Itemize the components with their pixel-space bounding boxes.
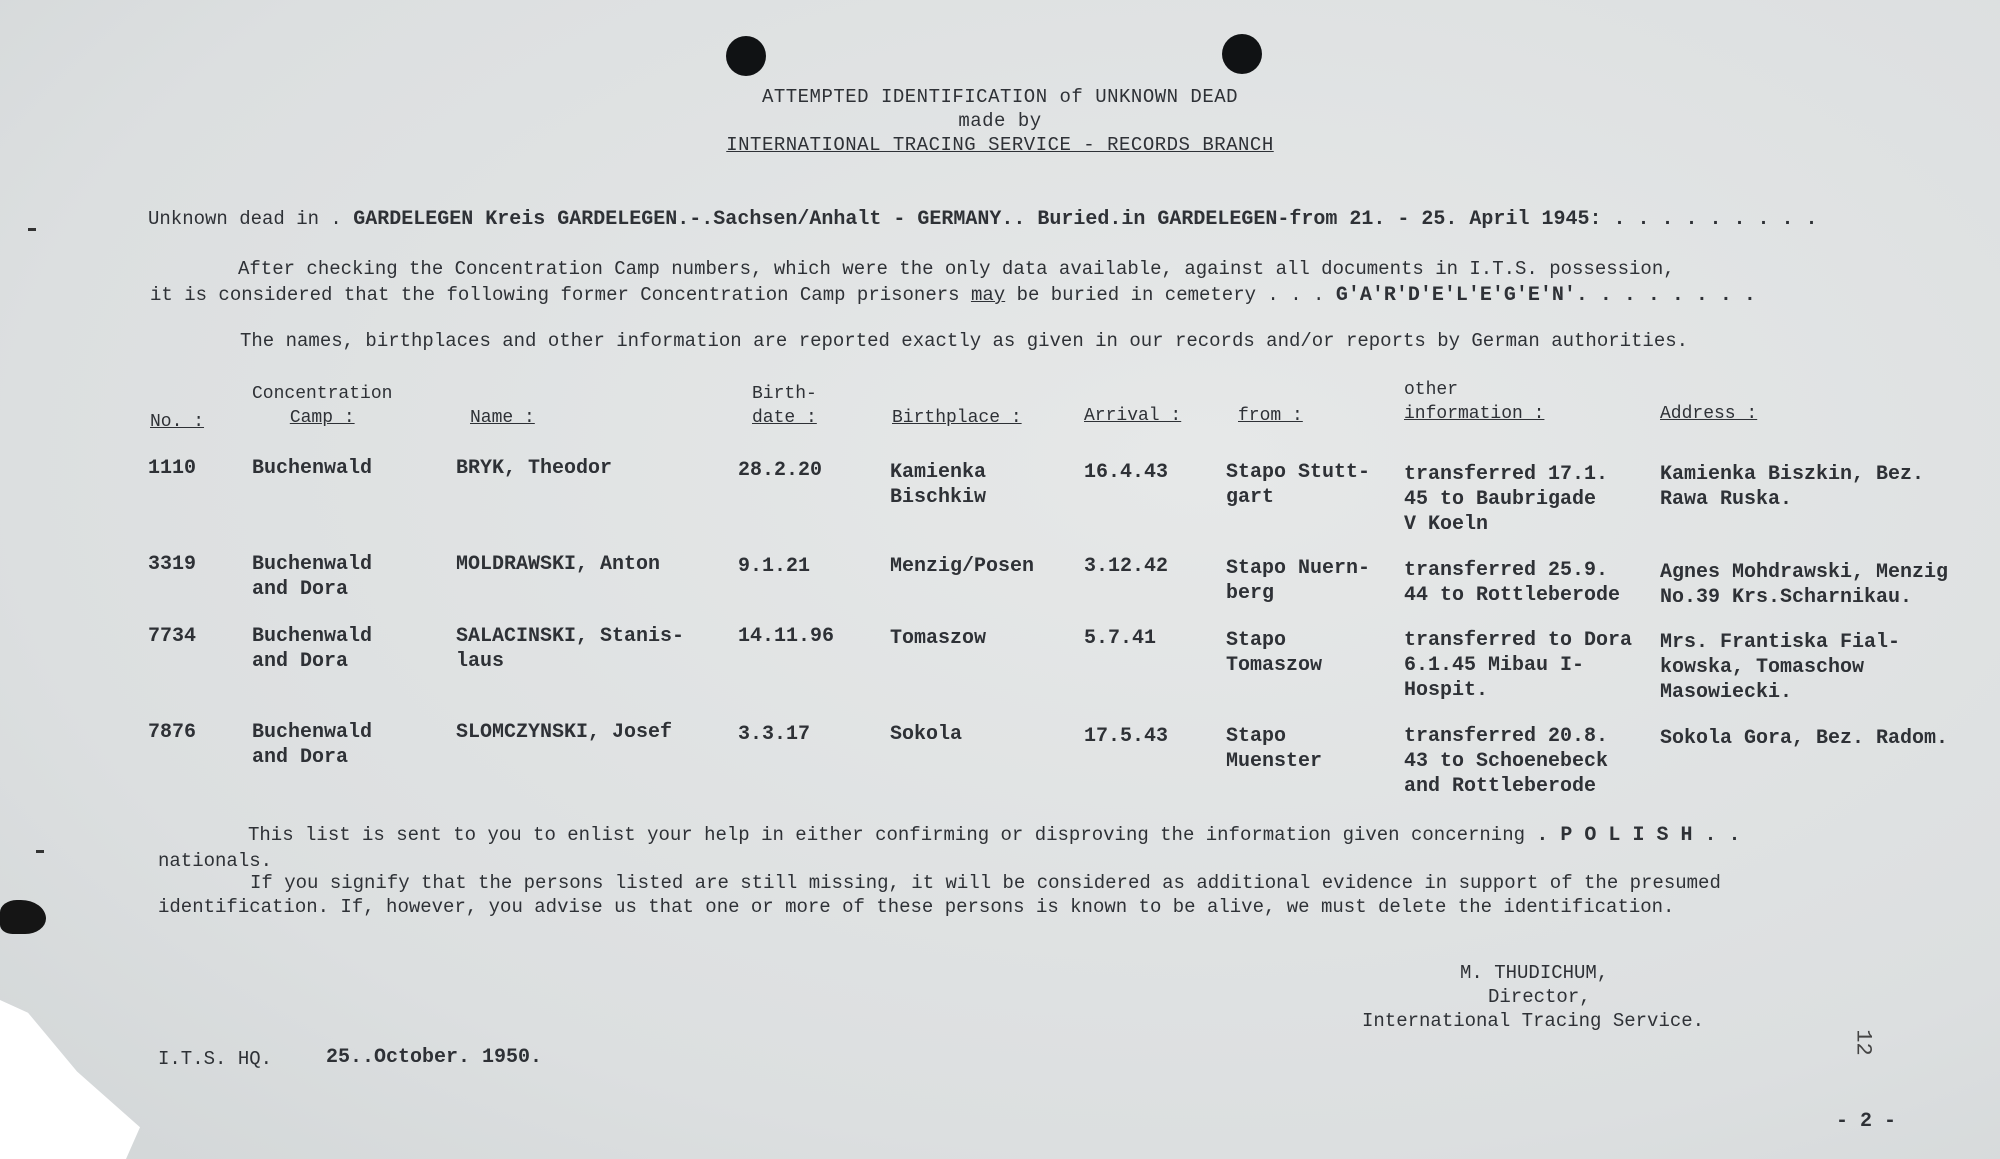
header-address: Address : — [1660, 404, 1758, 424]
row-other: transferred 25.9. 44 to Rottleberode — [1404, 559, 1621, 607]
margin-tick — [36, 850, 44, 853]
row-arrival: 3.12.42 — [1084, 555, 1169, 578]
unknown-dead-line — [148, 208, 1818, 231]
row-no: 3319 — [148, 553, 197, 576]
cemetery-name: G'A'R'D'E'L'E'G'E'N'. . . . . . . . — [1335, 284, 1756, 307]
closing-paragraph-line-1 — [248, 824, 1740, 847]
row-birthdate: 14.11.96 — [738, 625, 835, 648]
row-other: transferred 20.8. 43 to Schoenebeck and Rottleberode — [1404, 725, 1609, 798]
row-other: transferred 17.1. 45 to Baubrigade V Koeln — [1404, 463, 1609, 536]
row-no: 7734 — [148, 625, 197, 648]
closing-paragraph-2-line-1: If you signify that the persons listed are still missing, it will be considered as additional evidence in support of the presumed — [250, 872, 1721, 894]
signature-name: M. THUDICHUM, — [1460, 962, 1609, 984]
row-birthplace: Menzig/Posen — [890, 555, 1035, 578]
row-address: Mrs. Frantiska Fial- kowska, Tomaschow Masowiecki. — [1660, 631, 1901, 704]
row-from: Stapo Tomaszow — [1226, 629, 1323, 677]
punch-hole-left — [726, 36, 766, 76]
row-camp: Buchenwald and Dora — [252, 625, 373, 673]
intro-paragraph-line-1: After checking the Concentration Camp numbers, which were the only data available, against all documents in I.T.S. possession, — [238, 258, 1675, 280]
row-arrival: 17.5.43 — [1084, 725, 1169, 748]
footer-date: 25..October. 1950. — [326, 1046, 543, 1069]
intro-line-2-part-b: be buried in cemetery . . . — [1016, 284, 1325, 306]
row-from: Stapo Muenster — [1226, 725, 1323, 773]
header-arrival: Arrival : — [1084, 406, 1182, 426]
page-number: - 2 - — [1836, 1110, 1897, 1133]
row-no: 1110 — [148, 457, 197, 480]
margin-tick — [28, 228, 36, 231]
header-birthdate: Birth- date : — [752, 384, 817, 428]
signature-title: Director, — [1488, 986, 1591, 1008]
intro-line-2-part-a: it is considered that the following former Concentration Camp prisoners — [150, 284, 960, 306]
row-name: MOLDRAWSKI, Anton — [456, 553, 661, 576]
row-arrival: 5.7.41 — [1084, 627, 1157, 650]
row-birthplace: Sokola — [890, 723, 963, 746]
header-camp: Concentration Camp : — [252, 384, 393, 428]
row-address: Agnes Mohdrawski, Menzig No.39 Krs.Scharnikau. — [1660, 561, 1949, 609]
closing-paragraph-2-line-2: identification. If, however, you advise us that one or more of these persons is known to be alive, we must delete the identification. — [158, 896, 1675, 918]
row-name: BRYK, Theodor — [456, 457, 613, 480]
row-birthplace: Kamienka Bischkiw — [890, 461, 987, 509]
row-no: 7876 — [148, 721, 197, 744]
ink-blot — [0, 900, 46, 934]
intro-paragraph-line-2 — [150, 284, 1756, 307]
header-no: No. : — [150, 412, 205, 432]
torn-corner — [0, 1000, 140, 1159]
row-other: transferred to Dora 6.1.45 Mibau I- Hospit. — [1404, 629, 1633, 702]
closing-line-1-text: This list is sent to you to enlist your help in either confirming or disproving the information given concerning — [248, 824, 1526, 846]
footer-its-hq: I.T.S. HQ. — [158, 1048, 273, 1070]
row-address: Kamienka Biszkin, Bez. Rawa Ruska. — [1660, 463, 1925, 511]
made-by-line: made by — [958, 110, 1042, 132]
row-birthplace: Tomaszow — [890, 627, 987, 650]
row-from: Stapo Stutt- gart — [1226, 461, 1371, 509]
header-from: from : — [1238, 406, 1303, 426]
header-other-information: other information : — [1404, 380, 1545, 424]
organization-line: INTERNATIONAL TRACING SERVICE - RECORDS BRANCH — [726, 134, 1274, 156]
row-camp: Buchenwald — [252, 457, 373, 480]
unknown-dead-location: GARDELEGEN Kreis GARDELEGEN.-.Sachsen/Anhalt - GERMANY.. Buried.in GARDELEGEN-from 21. - 25. April 1945: . . . . . . . . . — [353, 208, 1818, 231]
intro-paragraph-2: The names, birthplaces and other information are reported exactly as given in our records and/or reports by German authorities. — [240, 330, 1689, 352]
row-name: SLOMCZYNSKI, Josef — [456, 721, 673, 744]
row-address: Sokola Gora, Bez. Radom. — [1660, 727, 1949, 750]
signature-organization: International Tracing Service. — [1362, 1010, 1705, 1032]
intro-may: may — [970, 284, 1006, 306]
margin-note: 12 — [1850, 1029, 1876, 1056]
header-name: Name : — [470, 408, 535, 428]
unknown-dead-prefix: Unknown dead in . — [148, 208, 342, 230]
row-birthdate: 9.1.21 — [738, 555, 811, 578]
row-name: SALACINSKI, Stanis- laus — [456, 625, 685, 673]
row-birthdate: 3.3.17 — [738, 723, 811, 746]
nationality: . P O L I S H . . — [1536, 824, 1741, 847]
closing-paragraph-line-2: nationals. — [158, 850, 273, 872]
row-from: Stapo Nuern- berg — [1226, 557, 1371, 605]
row-camp: Buchenwald and Dora — [252, 553, 373, 601]
row-birthdate: 28.2.20 — [738, 459, 823, 482]
row-arrival: 16.4.43 — [1084, 461, 1169, 484]
row-camp: Buchenwald and Dora — [252, 721, 373, 769]
header-birthplace: Birthplace : — [892, 408, 1022, 428]
document-title: ATTEMPTED IDENTIFICATION of UNKNOWN DEAD — [761, 86, 1239, 108]
punch-hole-right — [1222, 34, 1262, 74]
